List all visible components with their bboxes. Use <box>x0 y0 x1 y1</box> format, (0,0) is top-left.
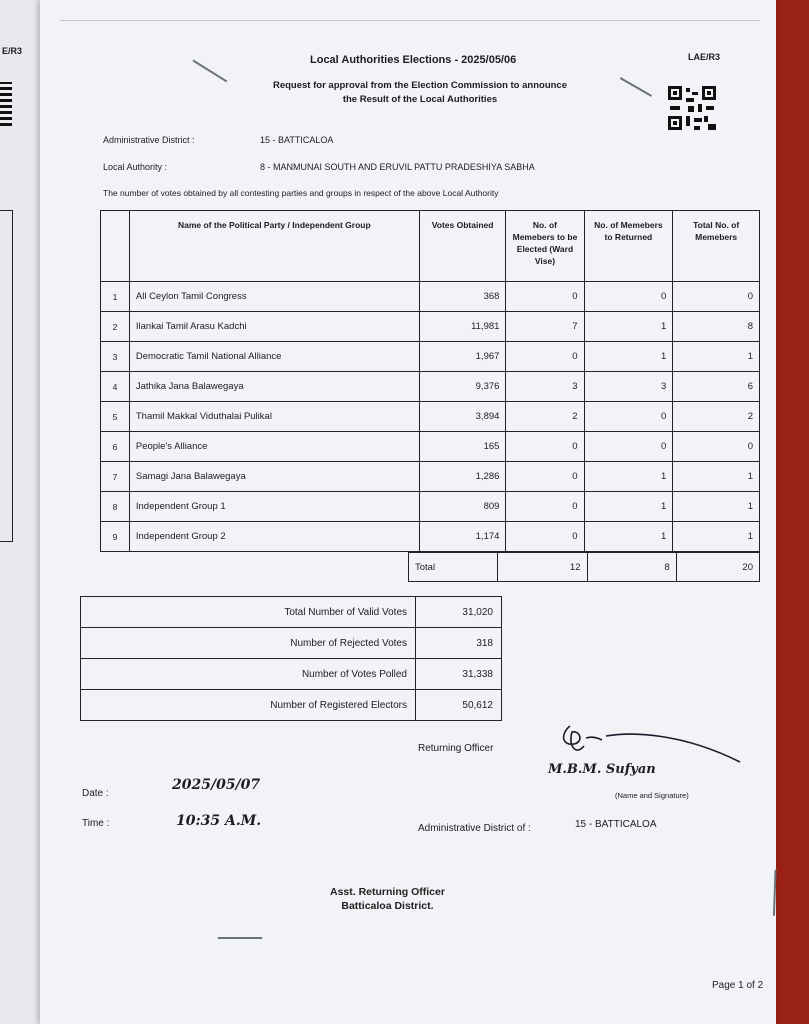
votes-obtained: 1,286 <box>419 462 506 492</box>
members-elected: 0 <box>506 282 584 312</box>
name-and-signature-label: (Name and Signature) <box>615 791 689 800</box>
district-label: Administrative District : <box>103 135 195 145</box>
members-elected: 7 <box>506 312 584 342</box>
header-returned: No. of Memebers to Returned <box>584 211 673 282</box>
members-returned: 1 <box>584 492 673 522</box>
members-elected: 2 <box>506 402 584 432</box>
row-index: 3 <box>101 342 130 372</box>
form-code: LAE/R3 <box>688 52 721 62</box>
party-name: Ilankai Tamil Arasu Kadchi <box>129 312 419 342</box>
totals-total: 20 <box>676 553 759 582</box>
results-header-row <box>101 211 760 282</box>
stamp-line-1: Asst. Returning Officer <box>330 886 445 898</box>
members-elected: 0 <box>506 492 584 522</box>
votes-obtained: 165 <box>419 432 506 462</box>
summary-row <box>81 690 502 721</box>
row-index: 7 <box>101 462 130 492</box>
members-total: 1 <box>673 522 760 552</box>
date-value: 2025/05/07 <box>172 777 261 793</box>
party-name: Independent Group 1 <box>129 492 419 522</box>
table-row <box>101 402 760 432</box>
row-index: 8 <box>101 492 130 522</box>
party-name: Jathika Jana Balawegaya <box>129 372 419 402</box>
date-label: Date : <box>82 788 109 799</box>
summary-value: 31,338 <box>416 659 502 690</box>
row-index: 2 <box>101 312 130 342</box>
members-total: 0 <box>673 282 760 312</box>
stamp-line-2: Batticaloa District. <box>341 900 434 912</box>
table-row <box>101 282 760 312</box>
totals-returned: 8 <box>587 553 676 582</box>
votes-obtained: 1,174 <box>419 522 506 552</box>
form-subtitle <box>245 79 595 107</box>
votes-obtained: 368 <box>419 282 506 312</box>
subtitle-line-2: the Result of the Local Authorities <box>342 94 498 105</box>
party-name: All Ceylon Tamil Congress <box>129 282 419 312</box>
previous-page-table-edge <box>0 210 13 542</box>
table-row <box>101 372 760 402</box>
table-row <box>101 312 760 342</box>
summary-value: 318 <box>416 628 502 659</box>
members-elected: 0 <box>506 522 584 552</box>
members-returned: 0 <box>584 432 673 462</box>
members-total: 0 <box>673 432 760 462</box>
members-elected: 3 <box>506 372 584 402</box>
signature-name: M.B.M. Sufyan <box>548 762 656 777</box>
members-returned: 1 <box>584 462 673 492</box>
members-elected: 0 <box>506 432 584 462</box>
members-returned: 0 <box>584 282 673 312</box>
summary-label: Number of Rejected Votes <box>81 628 416 659</box>
totals-row <box>409 553 760 582</box>
members-total: 2 <box>673 402 760 432</box>
row-index: 5 <box>101 402 130 432</box>
header-party: Name of the Political Party / Independent Group <box>129 211 419 282</box>
previous-page-code: E/R3 <box>2 46 23 56</box>
members-elected: 0 <box>506 342 584 372</box>
members-total: 6 <box>673 372 760 402</box>
stamp-faded-text <box>330 855 445 865</box>
returning-officer-label: Returning Officer <box>418 743 494 754</box>
members-total: 8 <box>673 312 760 342</box>
totals-table <box>408 552 760 582</box>
summary-value: 50,612 <box>416 690 502 721</box>
members-returned: 0 <box>584 402 673 432</box>
header-index <box>101 211 130 282</box>
summary-label: Total Number of Valid Votes <box>81 597 416 628</box>
staple-mark <box>193 60 228 82</box>
form-title: Local Authorities Elections - 2025/05/06 <box>310 54 517 66</box>
fold-line <box>60 20 760 21</box>
totals-label: Total <box>409 553 498 582</box>
authority-value: 8 - MANMUNAI SOUTH AND ERUVIL PATTU PRADESHIYA SABHA <box>260 162 535 172</box>
row-index: 1 <box>101 282 130 312</box>
header-elected: No. of Memebers to be Elected (Ward Vise) <box>506 211 584 282</box>
summary-label: Number of Registered Electors <box>81 690 416 721</box>
authority-label: Local Authority : <box>103 162 168 172</box>
row-index: 4 <box>101 372 130 402</box>
results-table <box>100 210 760 552</box>
page-number: Page 1 of 2 <box>712 980 764 991</box>
vote-summary-table <box>80 596 502 721</box>
table-row <box>101 492 760 522</box>
members-returned: 1 <box>584 342 673 372</box>
party-name: Democratic Tamil National Alliance <box>129 342 419 372</box>
votes-obtained: 1,967 <box>419 342 506 372</box>
summary-row <box>81 628 502 659</box>
members-returned: 3 <box>584 372 673 402</box>
party-name: Samagi Jana Balawegaya <box>129 462 419 492</box>
votes-obtained: 9,376 <box>419 372 506 402</box>
party-name: People's Alliance <box>129 432 419 462</box>
time-value: 10:35 A.M. <box>176 813 262 829</box>
table-row <box>101 342 760 372</box>
intro-text: The number of votes obtained by all contesting parties and groups in respect of the above Local Authority <box>103 188 499 198</box>
staple-mark <box>218 937 262 939</box>
official-stamp <box>330 855 445 913</box>
summary-value: 31,020 <box>416 597 502 628</box>
district-value: 15 - BATTICALOA <box>260 135 334 145</box>
table-row <box>101 432 760 462</box>
summary-label: Number of Votes Polled <box>81 659 416 690</box>
header-votes: Votes Obtained <box>419 211 506 282</box>
time-label: Time : <box>82 818 110 829</box>
members-total: 1 <box>673 342 760 372</box>
votes-obtained: 11,981 <box>419 312 506 342</box>
party-name: Independent Group 2 <box>129 522 419 552</box>
previous-page-qr-icon <box>0 82 12 126</box>
summary-row <box>81 597 502 628</box>
table-row <box>101 522 760 552</box>
party-name: Thamil Makkal Viduthalai Pulikal <box>129 402 419 432</box>
row-index: 6 <box>101 432 130 462</box>
members-total: 1 <box>673 462 760 492</box>
row-index: 9 <box>101 522 130 552</box>
members-returned: 1 <box>584 522 673 552</box>
votes-obtained: 3,894 <box>419 402 506 432</box>
admin-district-label: Administrative District of : <box>418 823 531 834</box>
result-form-sheet <box>40 0 776 1024</box>
totals-elected: 12 <box>498 553 587 582</box>
staple-mark <box>620 77 652 96</box>
summary-row <box>81 659 502 690</box>
qr-code-icon <box>668 86 716 130</box>
members-elected: 0 <box>506 462 584 492</box>
members-returned: 1 <box>584 312 673 342</box>
table-row <box>101 462 760 492</box>
members-total: 1 <box>673 492 760 522</box>
subtitle-line-1: Request for approval from the Election Commission to announce <box>272 80 567 91</box>
previous-page-edge <box>0 0 41 1024</box>
admin-district-value: 15 - BATTICALOA <box>575 819 657 830</box>
votes-obtained: 809 <box>419 492 506 522</box>
header-total: Total No. of Memebers <box>673 211 760 282</box>
